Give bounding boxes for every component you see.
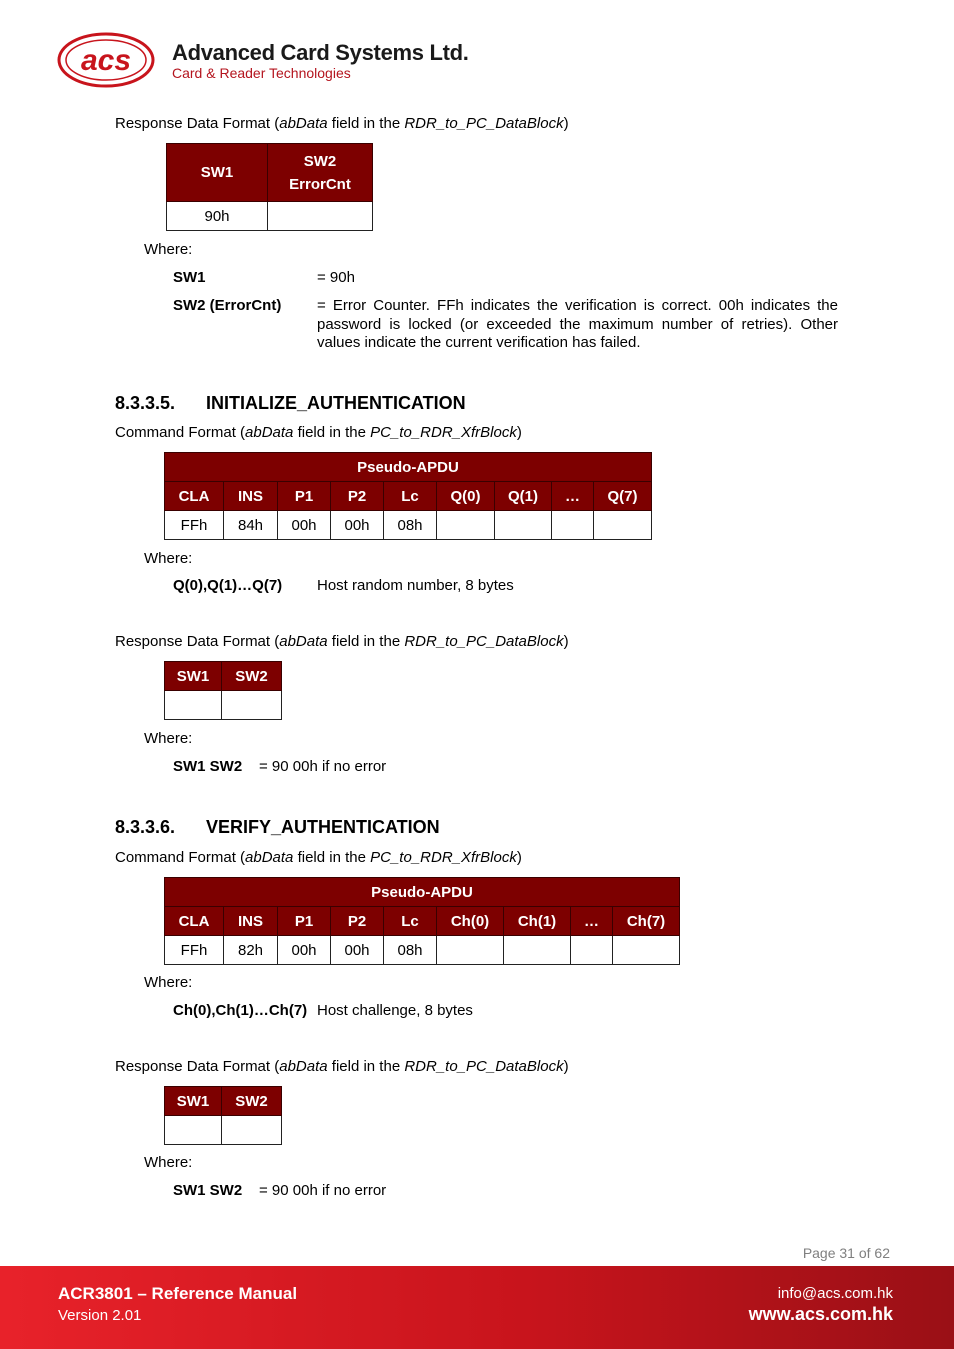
apdu-value: 00h xyxy=(331,936,384,965)
apdu-value xyxy=(437,511,495,540)
company-name: Advanced Card Systems Ltd. xyxy=(172,40,469,65)
term-sw1-sw2: SW1 SW2 xyxy=(173,1182,243,1199)
apdu-header: … xyxy=(552,482,594,511)
term-sw1-sw2: SW1 SW2 xyxy=(173,758,243,775)
apdu-header: CLA xyxy=(165,482,224,511)
apdu-table-verify xyxy=(164,877,680,965)
apdu-header: Lc xyxy=(384,482,437,511)
apdu-header: P2 xyxy=(331,907,384,936)
apdu-header: INS xyxy=(224,907,278,936)
apdu-value xyxy=(613,936,680,965)
where-label: Where: xyxy=(144,550,193,567)
response-table-errorcnt xyxy=(166,143,373,231)
apdu-value xyxy=(552,511,594,540)
value-sw1 xyxy=(165,1116,222,1145)
apdu-table-initialize xyxy=(164,452,652,540)
apdu-value: 82h xyxy=(224,936,278,965)
section-heading-initialize-authentication: 8.3.3.5. INITIALIZE_AUTHENTICATION xyxy=(115,393,466,413)
website-link[interactable]: www.acs.com.hk xyxy=(748,1304,893,1324)
apdu-value: 00h xyxy=(278,511,331,540)
apdu-header: Ch(1) xyxy=(504,907,571,936)
apdu-header: Ch(7) xyxy=(613,907,680,936)
header-sw2: SW2 xyxy=(222,662,282,691)
manual-title: ACR3801 – Reference Manual xyxy=(58,1284,298,1303)
value-sw2 xyxy=(222,1116,282,1145)
apdu-value: 08h xyxy=(384,511,437,540)
response-format-line: Response Data Format (abData field in the RDR_to_PC_DataBlock) xyxy=(115,115,569,132)
contact-email[interactable]: info@acs.com.hk xyxy=(777,1285,893,1302)
apdu-value: 00h xyxy=(278,936,331,965)
command-format-line: Command Format (abData field in the PC_to_RDR_XfrBlock) xyxy=(115,424,522,441)
page-number: Page 31 of 62 xyxy=(802,1245,890,1261)
where-label: Where: xyxy=(144,1154,193,1171)
term-ch: Ch(0),Ch(1)…Ch(7) xyxy=(173,1002,308,1019)
apdu-value xyxy=(495,511,552,540)
header-sw1: SW1 xyxy=(167,144,268,202)
where-label: Where: xyxy=(144,241,193,258)
company-tagline: Card & Reader Technologies xyxy=(172,65,351,81)
apdu-value: FFh xyxy=(165,936,224,965)
apdu-header: Lc xyxy=(384,907,437,936)
apdu-header: INS xyxy=(224,482,278,511)
manual-version: Version 2.01 xyxy=(58,1307,142,1324)
header-sw2: SW2 xyxy=(222,1087,282,1116)
apdu-value: 00h xyxy=(331,511,384,540)
response-format-line: Response Data Format (abData field in the RDR_to_PC_DataBlock) xyxy=(115,1058,569,1075)
apdu-header: Q(7) xyxy=(594,482,652,511)
apdu-value: 08h xyxy=(384,936,437,965)
apdu-header: P1 xyxy=(278,482,331,511)
value-sw2 xyxy=(268,202,373,231)
header-sw1: SW1 xyxy=(165,662,222,691)
where-label: Where: xyxy=(144,974,193,991)
term-q: Q(0),Q(1)…Q(7) xyxy=(173,577,283,594)
apdu-header: Ch(0) xyxy=(437,907,504,936)
def-ch: Host challenge, 8 bytes xyxy=(317,1002,473,1019)
value-sw2 xyxy=(222,691,282,720)
def-q: Host random number, 8 bytes xyxy=(317,577,514,594)
def-sw1-sw2: = 90 00h if no error xyxy=(259,758,387,775)
footer-bar xyxy=(0,1266,954,1349)
term-sw2-errorcnt: SW2 (ErrorCnt) xyxy=(173,297,282,314)
def-sw1: = 90h xyxy=(317,269,355,286)
apdu-header: Q(0) xyxy=(437,482,495,511)
response-format-line: Response Data Format (abData field in the RDR_to_PC_DataBlock) xyxy=(115,633,569,650)
acs-logo xyxy=(56,31,156,89)
apdu-value xyxy=(437,936,504,965)
value-sw1: 90h xyxy=(167,202,268,231)
logo-text: acs xyxy=(80,44,132,77)
apdu-value xyxy=(594,511,652,540)
apdu-title: Pseudo-APDU xyxy=(165,453,652,482)
response-table-initialize xyxy=(164,661,282,720)
def-sw2-errorcnt: = Error Counter. FFh indicates the verification is correct. 00h indicates the password is locked (or exceeded the maximum number of retries). Other values indicate the current verification has failed. xyxy=(317,297,838,351)
apdu-value xyxy=(571,936,613,965)
apdu-header: CLA xyxy=(165,907,224,936)
apdu-header: P2 xyxy=(331,482,384,511)
section-heading-verify-authentication: 8.3.3.6. VERIFY_AUTHENTICATION xyxy=(115,817,440,837)
apdu-value: 84h xyxy=(224,511,278,540)
apdu-title: Pseudo-APDU xyxy=(165,878,680,907)
term-sw1: SW1 xyxy=(173,269,206,286)
def-sw1-sw2: = 90 00h if no error xyxy=(259,1182,387,1199)
where-label: Where: xyxy=(144,730,193,747)
header-sw2-errorcnt: SW2 ErrorCnt xyxy=(268,144,373,202)
apdu-value xyxy=(504,936,571,965)
command-format-line: Command Format (abData field in the PC_to_RDR_XfrBlock) xyxy=(115,849,522,866)
header-sw1: SW1 xyxy=(165,1087,222,1116)
apdu-header: … xyxy=(571,907,613,936)
apdu-value: FFh xyxy=(165,511,224,540)
value-sw1 xyxy=(165,691,222,720)
apdu-header: Q(1) xyxy=(495,482,552,511)
response-table-verify xyxy=(164,1086,282,1145)
apdu-header: P1 xyxy=(278,907,331,936)
